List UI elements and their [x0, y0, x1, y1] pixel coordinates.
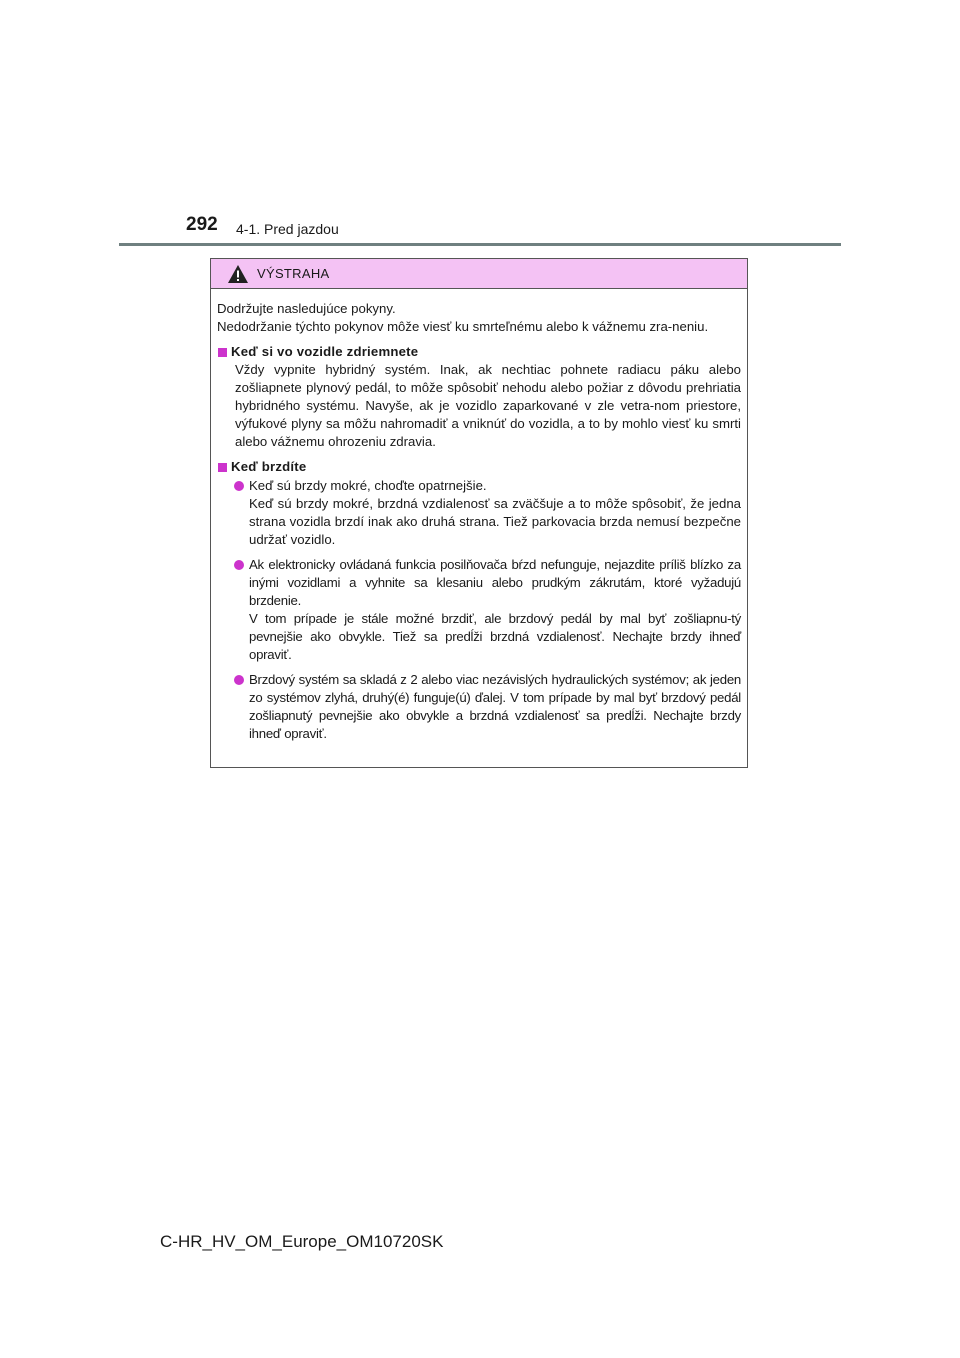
section-heading-text: Keď brzdíte: [231, 459, 307, 474]
warning-box: [210, 258, 748, 768]
header-divider: [119, 243, 841, 246]
bullet-text: Keď sú brzdy mokré, choďte opatrnejšie.: [249, 478, 487, 493]
section-heading: [217, 343, 741, 361]
round-bullet-icon: [234, 481, 244, 491]
bullet-text: V tom prípade je stále možné brzdiť, ale brzdový pedál by mal byť zošliapnu-tý pevnejšie ako obvykle. Tiež sa predĺži brzdná vzdialenosť. Nechajte brzdy ihneď opraviť.: [249, 611, 741, 662]
warning-header: [211, 259, 747, 289]
page-header: [186, 214, 846, 244]
warning-section: [217, 343, 741, 451]
square-bullet-icon: [218, 463, 227, 472]
section-heading-text: Keď si vo vozidle zdriemnete: [231, 344, 419, 359]
bullet-item: [217, 556, 741, 664]
bullet-text: Keď sú brzdy mokré, brzdná vzdialenosť sa zväčšuje a to môže spôsobiť, že jedna strana vozidla brzdí inak ako druhá strana. Tiež parkovacia brzda nemusí bezpečne udržať vozidlo.: [249, 496, 741, 547]
section-heading: [217, 458, 741, 476]
bullet-item: [217, 671, 741, 743]
section-text: Vždy vypnite hybridný systém. Inak, ak nechtiac pohnete radiacu páku alebo zošliapnete plynový pedál, to môže spôsobiť nehodu alebo požiar z dôvodu prehriatia hybridného systému. Navyše, ak je vozidlo zaparkované v zle vetra-nom priestore, výfukové plyny sa môžu nahromadiť a vniknúť do vozidla, a to by mohlo viesť ku smrti alebo vážnemu ohrozeniu zdravia.: [235, 362, 741, 449]
round-bullet-icon: [234, 675, 244, 685]
warning-body: [211, 289, 747, 743]
bullet-list: [217, 477, 741, 743]
warning-section: [217, 458, 741, 743]
bullet-text: Brzdový systém sa skladá z 2 alebo viac nezávislých hydraulických systémov; ak jeden zo systémov zlyhá, druhý(é) funguje(ú) ďalej. V tom prípade by mal byť brzdový pedál zošliapnutý pevnejšie ako obvykle a brzdná vzdialenosť sa predĺži. Nechajte brzdy ihneď opraviť.: [249, 672, 741, 741]
warning-intro-line: Nedodržanie týchto pokynov môže viesť ku smrteľnému alebo k vážnemu zra-neniu.: [217, 319, 709, 334]
warning-title: VÝSTRAHA: [257, 266, 330, 281]
section-title: 4-1. Pred jazdou: [236, 221, 339, 237]
square-bullet-icon: [218, 348, 227, 357]
document-code: C-HR_HV_OM_Europe_OM10720SK: [160, 1232, 444, 1251]
bullet-text: Ak elektronicky ovládaná funkcia posilňovača bŕzd nefunguje, nejazdite príliš blízko za inými vozidlami a vyhnite sa klesaniu alebo prudkým zákrutám, ktoré vyžadujú brzdenie.: [249, 557, 741, 608]
page-number: 292: [186, 214, 218, 235]
bullet-item: [217, 477, 741, 549]
warning-triangle-icon: [227, 264, 249, 284]
warning-intro-line: Dodržujte nasledujúce pokyny.: [217, 301, 396, 316]
round-bullet-icon: [234, 560, 244, 570]
